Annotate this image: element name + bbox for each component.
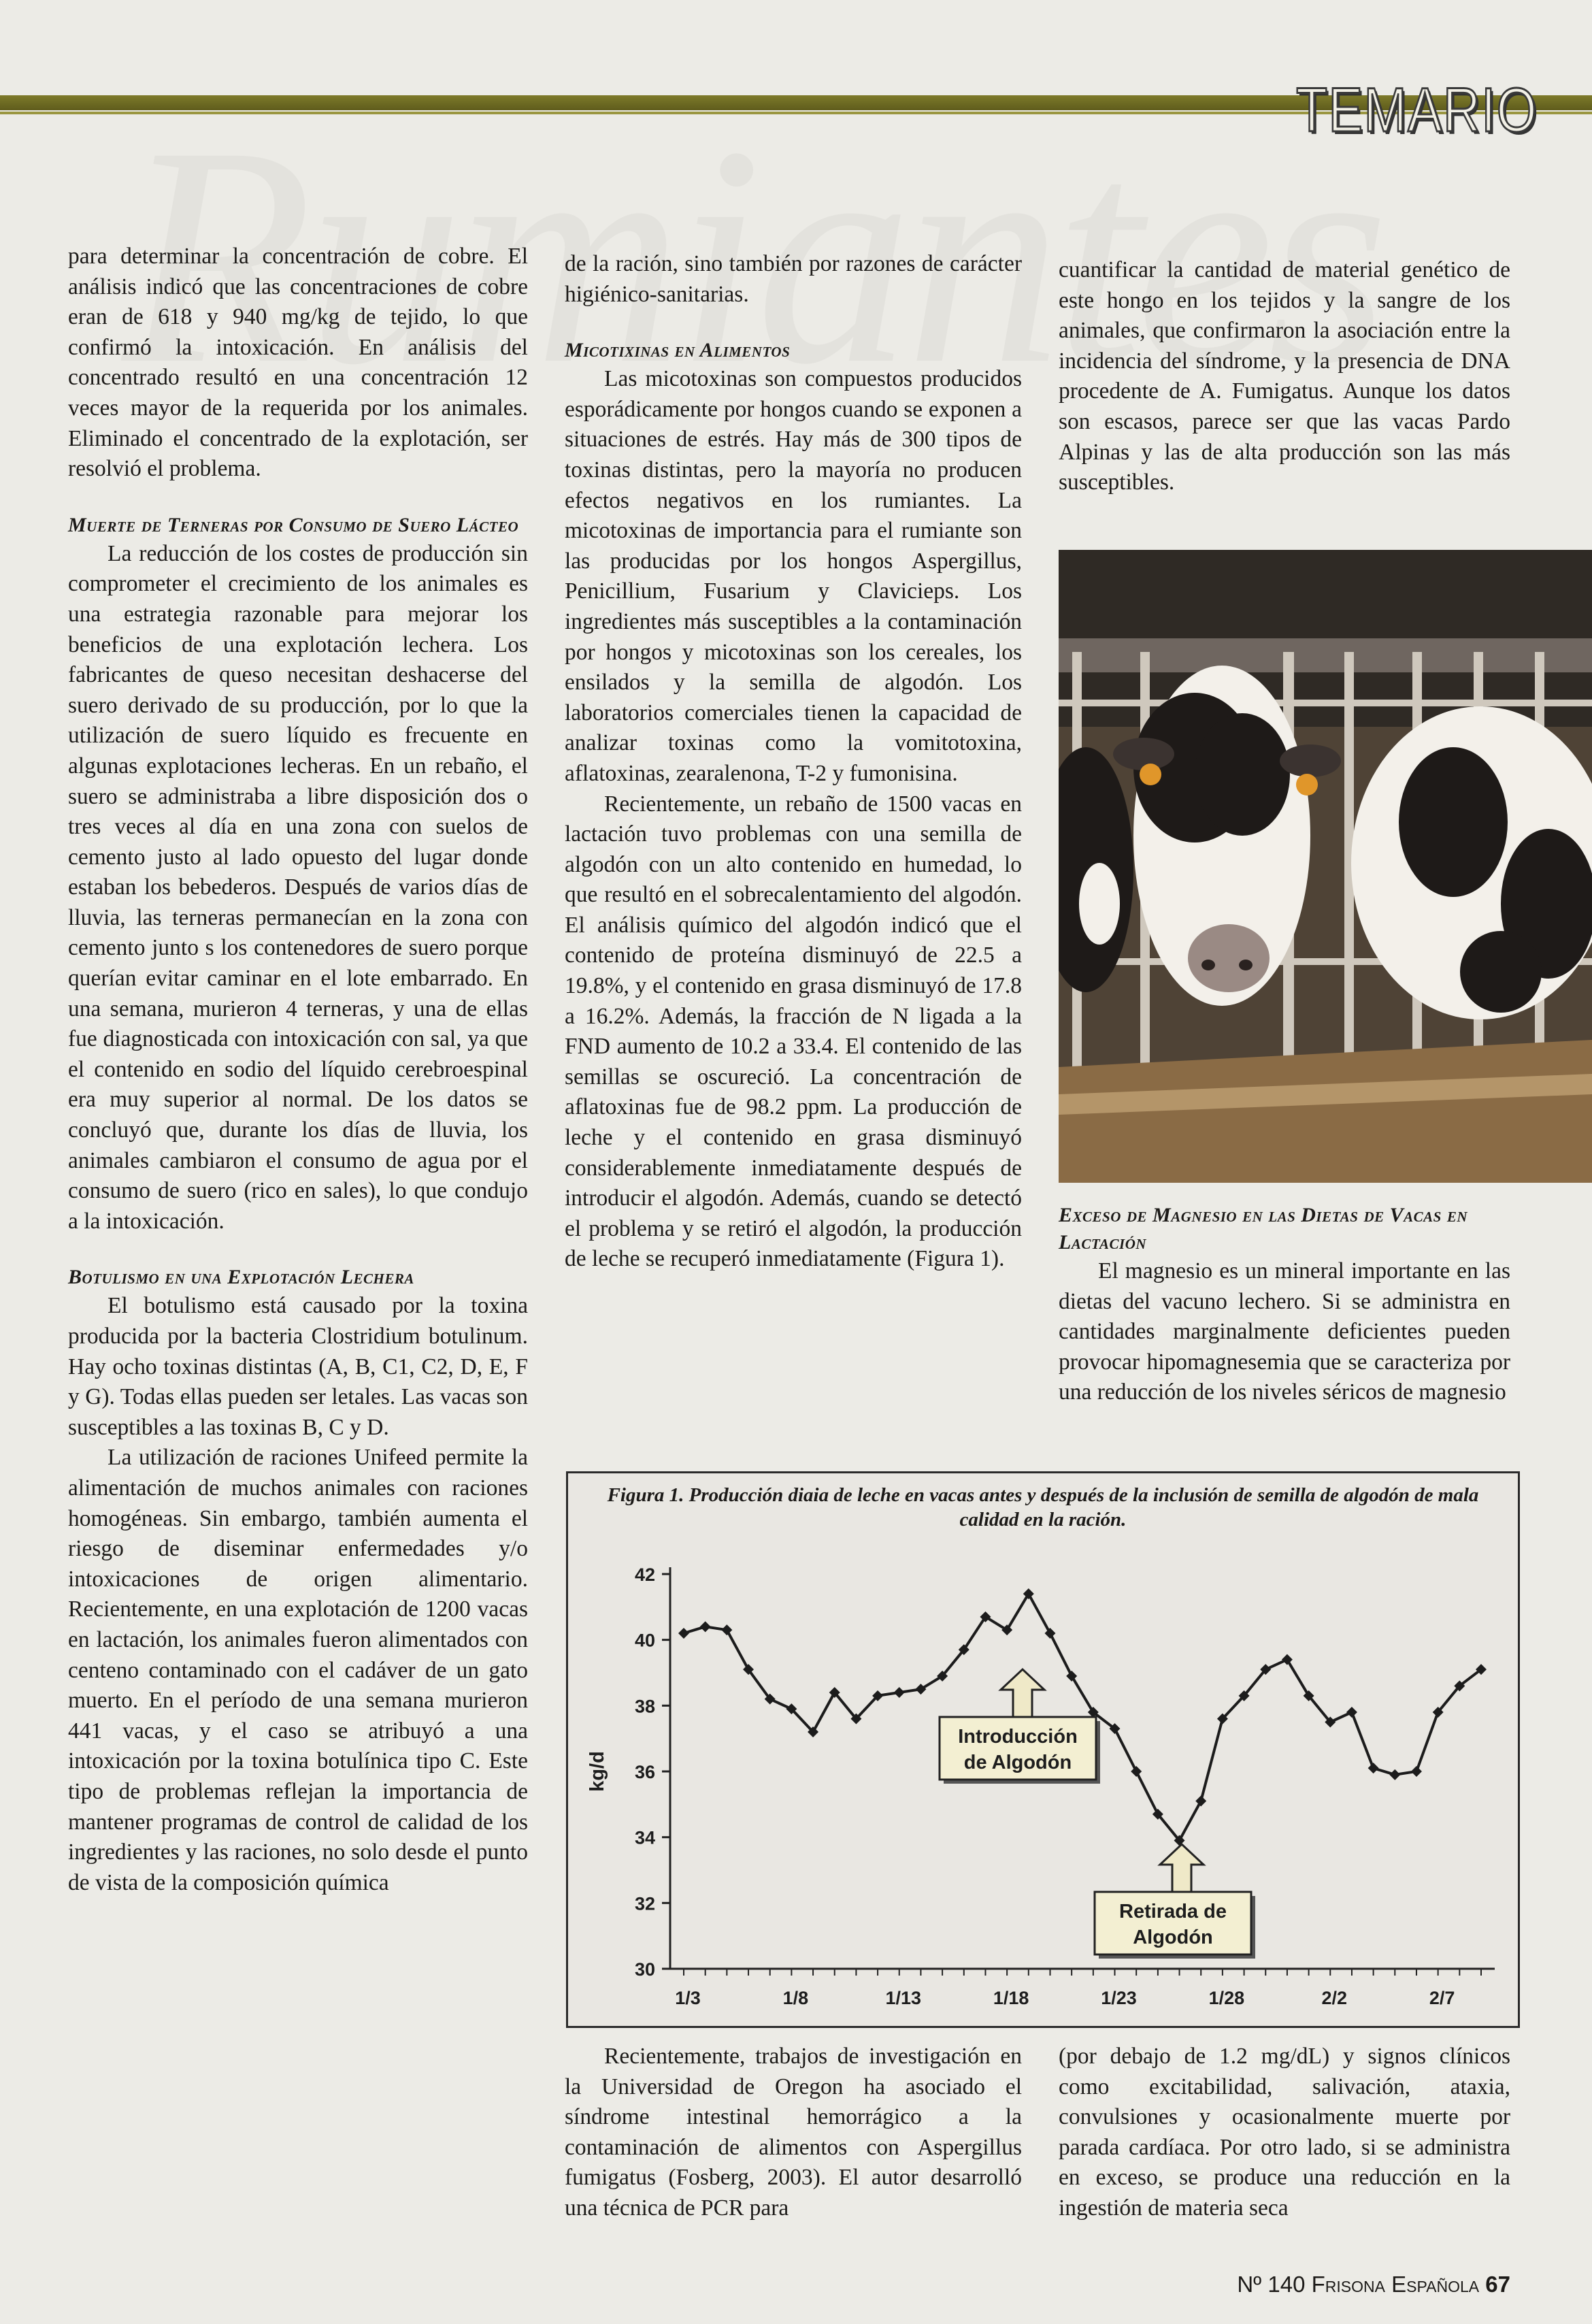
y-tick-label: 42: [634, 1565, 655, 1585]
callout-introduccion-label-line1: Introducción: [958, 1726, 1078, 1748]
paragraph: (por debajo de 1.2 mg/dL) y signos clínicos como excitabilidad, salivación, ataxia, convulsiones y ocasionalmente muerte por parada cardíaca. Por otro lado, si se administra en exceso, se produce una reducción en la ingestión de materia seca: [1059, 2044, 1510, 2221]
data-point: [1346, 1707, 1357, 1718]
column-3-mid: [1059, 1202, 1510, 1408]
callout-retirada-label-line1: Retirada de: [1119, 1901, 1227, 1922]
x-tick-label: 1/28: [1208, 1988, 1245, 2008]
issue-number: Nº 140: [1237, 2272, 1306, 2297]
paragraph: El magnesio es un mineral importante en las dietas del vacuno lechero. Si se administra en cantidades marginalmente deficientes pueden provocar hipomagnesemia que se caracteriza por una reducción de los niveles séricos de magnesio: [1059, 1258, 1510, 1405]
paragraph: La utilización de raciones Unifeed permite la alimentación de muchos animales con raciones homogéneas. Sin embargo, también aumenta el riesgo de diseminar enfermedades y/o intoxicaciones de origen alimentario. Recientemente, en una explotación de 1200 vacas en lactación, los animales fueron alimentados con centeno contaminado con el cadáver de un gato muerto. En el período de una semana murieron 441 vacas, y el caso se atribuyó a una intoxicación por la toxina botulínica tipo C. Este tipo de problemas reflejan la importancia de mantener programas de control de calidad de los ingredientes y las raciones, no solo desde el punto de vista de la composición química: [68, 1445, 528, 1895]
y-tick-label: 30: [634, 1959, 655, 1980]
cows-illustration: [1059, 550, 1592, 1183]
y-tick-label: 38: [634, 1696, 655, 1717]
x-tick-label: 1/3: [675, 1988, 701, 2008]
callout-retirada-label-line2: Algodón: [1133, 1927, 1213, 1948]
x-tick-label: 1/23: [1101, 1988, 1137, 2008]
column-3: [1059, 255, 1510, 498]
paragraph: cuantificar la cantidad de material genético de este hongo en los tejidos y la sangre de los animales, que confirmaron la asociación entre la incidencia del síndrome, y la presencia de DNA procedente de A. Fumigatus. Aunque los datos son escasos, parece ser que las vacas Pardo Alpinas y las de alta producción son las más susceptibles.: [1059, 257, 1510, 495]
callout-introduccion-arrow: [1001, 1669, 1044, 1717]
x-tick-label: 1/13: [885, 1988, 922, 2008]
cows-photo: [1059, 550, 1592, 1183]
paragraph: El botulismo está causado por la toxina producida por la bacteria Clostridium botulinum. Hay ocho toxinas distintas (A, B, C1, C2, D, E, F y G). Todas ellas pueden ser letales. Las vacas son susceptibles a las toxinas B, C y D.: [68, 1293, 528, 1440]
data-point: [1131, 1766, 1142, 1777]
x-tick-label: 1/18: [993, 1988, 1029, 2008]
data-point: [1389, 1769, 1400, 1780]
data-point: [1411, 1766, 1422, 1777]
section-heading: Muerte de Terneras por Consumo de Suero Lácteo: [68, 513, 519, 536]
data-point: [1044, 1628, 1055, 1639]
section-heading: Botulismo en una Explotación Lechera: [68, 1266, 414, 1289]
paragraph: Recientemente, un rebaño de 1500 vacas en lactación tuvo problemas con una semilla de algodón con un alto contenido en humedad, lo que resultó en el sobrecalentamiento del algodón. El análisis químico del algodón indicó que el contenido de proteína disminuyó de 22.5 a 19.8%, y el contenido en grasa disminuyó de 17.8 a 16.2%. Además, la fracción de N ligada a la FND aumento de 10.2 a 33.4. El contenido de las semillas se oscureció. La concentración de aflatoxinas fue de 98.2 ppm. La producción de leche y el contenido en grasa disminuyó considerablemente inmediatamente después de introducir el algodón. Además, cuando se detectó el problema y se retiró el algodón, la producción de leche se recuperó inmediatamente (Figura 1).: [565, 791, 1022, 1272]
data-point: [678, 1628, 689, 1639]
y-axis-label: kg/d: [586, 1751, 608, 1792]
data-point: [700, 1621, 711, 1632]
data-point: [721, 1624, 732, 1635]
x-tick-label: 2/2: [1321, 1988, 1348, 2008]
section-heading: Exceso de Magnesio en las Dietas de Vacas en Lactación: [1059, 1204, 1468, 1254]
column-3-bottom: [1059, 2042, 1510, 2224]
x-tick-label: 1/8: [782, 1988, 809, 2008]
callout-introduccion-label-line2: de Algodón: [963, 1752, 1072, 1773]
column-1: [68, 242, 528, 1898]
figure-1: [566, 1471, 1520, 2028]
y-tick-label: 34: [634, 1827, 655, 1848]
milk-production-chart: [568, 1473, 1518, 2026]
column-2: [565, 249, 1022, 1275]
data-point: [1195, 1796, 1206, 1807]
y-tick-label: 32: [634, 1893, 655, 1914]
publication-name: Frisona Española: [1311, 2272, 1480, 2297]
column-2-bottom: [565, 2042, 1022, 2224]
data-point: [1368, 1763, 1379, 1773]
y-tick-label: 36: [634, 1762, 655, 1782]
data-point: [894, 1687, 905, 1698]
paragraph: Recientemente, trabajos de investigación en la Universidad de Oregon ha asociado el síndrome intestinal hemorrágico a la contaminación de alimentos con Aspergillus fumigatus (Fosberg, 2003). El autor desarrolló una técnica de PCR para: [565, 2044, 1022, 2221]
section-tag: TEMARIO: [1295, 76, 1538, 145]
x-tick-label: 2/7: [1429, 1988, 1455, 2008]
page-number: 67: [1485, 2272, 1510, 2297]
figure-caption: Figura 1. Producción diaia de leche en vacas antes y después de la inclusión de semilla de algodón de mala calidad en la ración.: [607, 1484, 1479, 1531]
paragraph: para determinar la concentración de cobre. El análisis indicó que las concentraciones de cobre eran de 618 y 940 mg/kg de tejido, lo que confirmó la intoxicación. En análisis del concentrado resultó en una concentración 12 veces mayor de la requerida por los animales. Eliminado el concentrado de la explotación, ser resolvió el problema.: [68, 244, 528, 482]
callout-retirada-arrow: [1160, 1844, 1204, 1892]
y-tick-label: 40: [634, 1630, 655, 1651]
page-footer: [1237, 2272, 1510, 2297]
paragraph: La reducción de los costes de producción sin comprometer el crecimiento de los animales es una estrategia razonable para mejorar los beneficios de una explotación lechera. Los fabricantes de queso necesitan deshacerse del suero derivado de su producción, por lo que la utilización de suero líquido es frecuente en algunas explotaciones lecheras. En un rebaño, el suero se administraba a libre disposición dos o tres veces al día en una zona con suelos de cemento justo al lado opuesto del lugar donde estaban los bebederos. Después de varios días de lluvia, las terneras permanecían en la zona con cemento junto s los contenedores de suero porque querían evitar caminar en el lote embarrado. En una semana, murieron 4 terneras, y una de ellas fue diagnosticada con intoxicación con sal, ya que el contenido en sodio del líquido cerebroespinal era muy superior al normal. De los datos se concluyó que, durante los días de lluvia, los animales cambiaron el consumo de agua por el consumo de suero (rico en sales), lo que condujo a la intoxicación.: [68, 540, 528, 1234]
section-heading: Micotixinas en Alimentos: [565, 339, 791, 362]
paragraph: Las micotoxinas son compuestos producidos esporádicamente por hongos cuando se exponen a situaciones de estrés. Hay más de 300 tipos de toxinas distintas, pero la mayoría no producen efectos negativos en los rumiantes. La micotoxinas de importancia para el rumiante son las producidas por los hongos Aspergillus, Penicillium, Fusarium y Clavicieps. Los ingredientes más susceptibles a la contaminación por hongos y micotoxinas son los cereales, los ensilados y la semilla de algodón. Los laboratorios comerciales tienen la capacidad de analizar toxinas como la vomitotoxina, aflatoxinas, zearalenona, T-2 y fumonisina.: [565, 366, 1022, 786]
paragraph: de la ración, sino también por razones de carácter higiénico-sanitarias.: [565, 251, 1022, 307]
